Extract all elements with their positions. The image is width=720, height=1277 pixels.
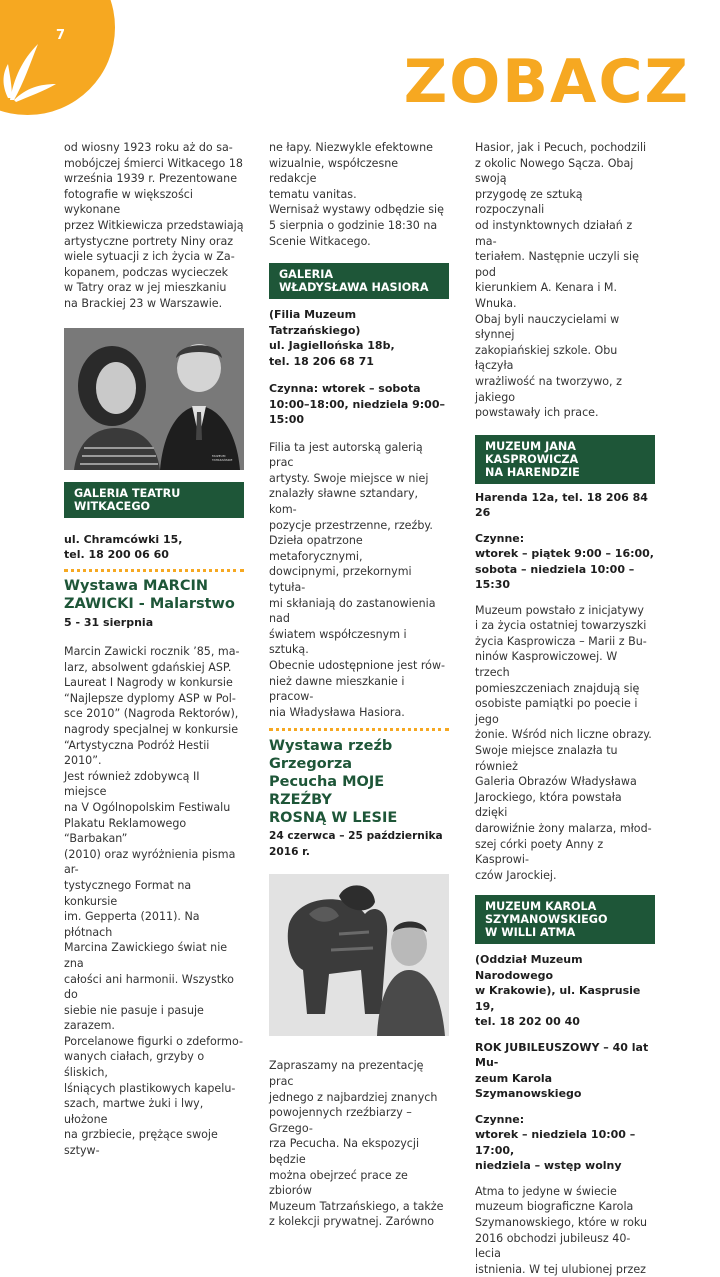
- col2-intro: ne łapy. Niezwykle efektowne wizualnie, współczesne redakcje tematu vanitas. Wernisaż wystawy odbędzie się 5 sierpnia o godzinie 18:30 na Scenie Witkacego.: [269, 141, 444, 248]
- photo-pecuch-sculptures: [269, 874, 449, 1036]
- venue-header-teatr-witkacego: GALERIA TEATRU WITKACEGO: [64, 482, 244, 518]
- section-title: ZOBACZ: [403, 47, 690, 117]
- column-3: [475, 140, 655, 1277]
- hasior-description: Filia ta jest autorską galerią prac artysty. Swoje miejsce w niej znalazły sławne sztandary, kom- pozycje przestrzenne, rzeźby. Dzieła opatrzone metaforycznymi, dowcipnymi, przekornymi tytuła- mi skłaniają do zastanowienia nad światem współczesnym i sztuką. Obecnie udostępnione jest rów- nież dawne mieszkanie i pracow- nia Władysława Hasiora.: [269, 440, 446, 719]
- event-dates-pecuch: 24 czerwca – 25 października 2016 r.: [269, 830, 443, 858]
- event-title-zawicki: Wystawa MARCIN ZAWICKI - Malarstwo: [64, 577, 235, 612]
- venue-header-galeria-hasiora: GALERIA WŁADYSŁAWA HASIORA: [269, 263, 449, 299]
- szymanowski-description: Atma to jedyne w świecie muzeum biograficzne Karola Szymanowskiego, które w roku 2016 obchodzi jubileusz 40-lecia istnienia. W tej ulubionej przez: [475, 1184, 647, 1276]
- page-number: 7: [56, 28, 66, 43]
- szymanowski-address: (Oddział Muzeum Narodowego w Krakowie), ul. Kasprusie 19, tel. 18 202 00 40: [475, 953, 641, 1029]
- dotted-divider: [64, 569, 244, 572]
- szymanowski-anniversary: ROK JUBILEUSZOWY – 40 lat Mu- zeum Karola Szymanowskiego: [475, 1040, 649, 1101]
- venue-header-muzeum-kasprowicza: MUZEUM JANA KASPROWICZA NA HARENDZIE: [475, 435, 655, 484]
- column-1: [64, 140, 244, 1159]
- teatr-address: ul. Chramcówki 15, tel. 18 200 06 60: [64, 532, 183, 562]
- leaf-icon: [0, 38, 60, 108]
- column-2: [269, 140, 449, 1230]
- col1-intro: od wiosny 1923 roku aż do sa- mobójczej śmierci Witkacego 18 września 1939 r. Prezentowane fotografie w większości wykonane przez Witkiewicza przedstawiają artystyczne portrety Niny oraz wiele sytuacji z ich życia w Za- kopanem, podczas wycieczek w Tatry oraz w jej mieszkaniu na Brackiej 23 w Warszawie.: [64, 141, 244, 310]
- hasior-address: (Filia Muzeum Tatrzańskiego) ul. Jagiellońska 18b, tel. 18 206 68 71: [269, 308, 395, 368]
- photo-witkacy-nina: [64, 328, 244, 470]
- venue-header-muzeum-szymanowskiego: MUZEUM KAROLA SZYMANOWSKIEGO W WILLI ATMA: [475, 895, 655, 944]
- hasior-hours: Czynna: wtorek – sobota 10:00–18:00, niedziela 9:00–15:00: [269, 382, 445, 427]
- photo-logo: MUZEUM TATRZAŃSKIE: [212, 453, 233, 462]
- event-dates-zawicki: 5 - 31 sierpnia: [64, 615, 154, 629]
- col3-intro: Hasior, jak i Pecuch, pochodzili z okolic Nowego Sącza. Obaj swoją przygodę ze sztuką rozpoczynali od instynktownych działań z ma- teriałem. Następnie uczyli się pod kierunkiem A. Kenara i M. Wnuka. Obaj byli nauczycielami w słynnej zakopiańskiej szkole. Obu łączyła wrażliwość na tworzywo, z jakiego powstawały ich prace.: [475, 141, 647, 420]
- pecuch-description: Zapraszamy na prezentację prac jednego z najbardziej znanych powojennych rzeźbiarzy – Grzego- rza Pecucha. Na ekspozycji będzie można obejrzeć prace ze zbiorów Muzeum Tatrzańskiego, a także z kolekcji prywatnej. Zarówno: [269, 1059, 444, 1229]
- dotted-divider: [269, 728, 449, 731]
- szymanowski-hours: Czynne: wtorek – niedziela 10:00 – 17:00, niedziela – wstęp wolny: [475, 1112, 636, 1173]
- kasprowicz-hours: Czynne: wtorek – piątek 9:00 – 16:00, sobota – niedziela 10:00 – 15:30: [475, 531, 654, 592]
- kasprowicz-address: Harenda 12a, tel. 18 206 84 26: [475, 490, 648, 520]
- event-title-pecuch: Wystawa rzeźb Grzegorza Pecucha MOJE RZEŹBY ROSNĄ W LESIE: [269, 738, 398, 827]
- zawicki-description: Marcin Zawicki rocznik ’85, ma- larz, absolwent gdańskiej ASP. Laureat I Nagrody w konkursie “Najlepsze dyplomy ASP w Pol- sce 2010” (Nagroda Rektorów), nagrody specjalnej w konkursie “Artystyczna Podróż Hestii 2010”. Jest również zdobywcą II miejsce na V Ogólnopolskim Festiwalu Plakatu Reklamowego “Barbakan” (2010) oraz wyróżnienia pisma ar- tystycznego Format na konkursie im. Gepperta (2011). Na płótnach Marcina Zawickiego świat nie zna całości ani harmonii. Wszystko do siebie nie pasuje i pasuje zarazem. Porcelanowe figurki o zdeformo- wanych ciałach, grzyby o śliskich, lśniących plastikowych kapelu- szach, martwe żuki i lwy, ułożone na grzbiecie, prężące swoje sztyw-: [64, 645, 243, 1158]
- kasprowicz-description: Muzeum powstało z inicjatywy i za życia ostatniej towarzyszki życia Kasprowicza – Marii z Bu- ninów Kasprowiczowej. W trzech pomieszczeniach znajdują się osobiste pamiątki po poecie i jego żonie. Wśród nich liczne obrazy. Swoje miejsce znalazła tu również Galeria Obrazów Władysława Jarockiego, która powstała dzięki darowiźnie żony malarza, młod- szej córki poety Anny z Kasprowi- czów Jarockiej.: [475, 603, 652, 882]
